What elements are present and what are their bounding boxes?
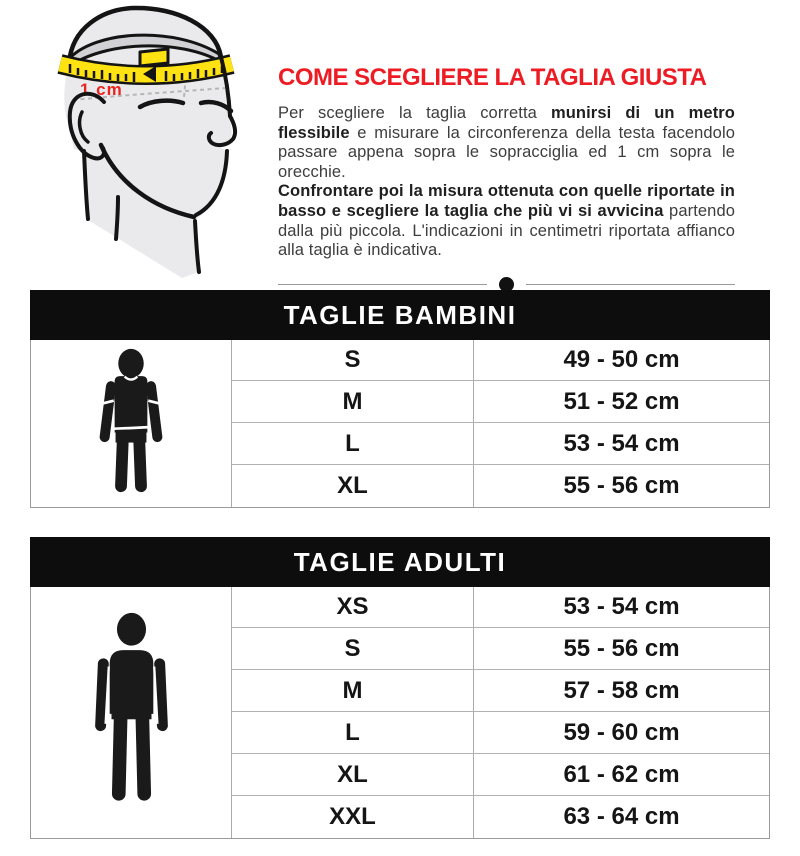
- head-tape-icon: [14, 0, 264, 282]
- page-title: COME SCEGLIERE LA TAGLIA GIUSTA: [278, 64, 707, 91]
- size-range: 61 - 62 cm: [563, 760, 680, 788]
- size-label: XL: [232, 754, 474, 795]
- table-body: [31, 339, 769, 507]
- size-range: 51 - 52 cm: [563, 387, 680, 415]
- size-range: 49 - 50 cm: [563, 345, 680, 373]
- size-label: L: [232, 423, 474, 464]
- rows: [232, 586, 769, 838]
- size-label: L: [232, 712, 474, 753]
- table-body: [31, 586, 769, 838]
- size-table-bambini: [30, 290, 770, 508]
- size-table-adulti: [30, 537, 770, 839]
- rows: [232, 339, 769, 507]
- divider-line-right: [526, 284, 735, 285]
- size-row: [232, 586, 769, 628]
- table-title: TAGLIE ADULTI: [293, 546, 507, 577]
- size-row: [232, 796, 769, 838]
- instructions-paragraph-1: Per scegliere la taglia corretta munirsi di un metro flessibile e misurare la circonferenza della testa facendolo passare appena sopra le sopracciglia ed 1 cm sopra le orecchie.: [278, 104, 735, 181]
- size-row: [232, 465, 769, 507]
- top-section: [0, 0, 800, 284]
- size-range: 55 - 56 cm: [563, 472, 680, 499]
- size-label: XXL: [232, 796, 474, 838]
- size-row: [232, 423, 769, 465]
- size-range: 59 - 60 cm: [563, 718, 680, 746]
- size-row: [232, 339, 769, 381]
- table-title-bar: [30, 290, 770, 340]
- size-label: M: [232, 381, 474, 422]
- adult-silhouette-icon: [31, 586, 232, 838]
- size-range: 53 - 54 cm: [563, 429, 680, 457]
- size-range: 57 - 58 cm: [563, 676, 680, 704]
- size-row: [232, 381, 769, 423]
- size-range: 55 - 56 cm: [563, 634, 680, 662]
- size-row: [232, 670, 769, 712]
- child-silhouette-icon: [31, 339, 232, 507]
- tape-measure-label: 1 cm: [80, 80, 123, 99]
- table-title-bar: [30, 537, 770, 587]
- size-label: S: [232, 628, 474, 669]
- head-measurement-illustration: [14, 0, 264, 284]
- divider-line-left: [278, 284, 487, 285]
- size-range: 63 - 64 cm: [563, 803, 680, 830]
- size-tables: [0, 284, 800, 839]
- size-row: [232, 712, 769, 754]
- instructions-block: [264, 0, 770, 284]
- size-range: 53 - 54 cm: [563, 592, 680, 620]
- instructions-paragraph-2: Confrontare poi la misura ottenuta con quelle riportate in basso e scegliere la taglia che più vi si avvicina partendo dalla più piccola. L'indicazioni in centimetri riportata affianco alla taglia è indicativa.: [278, 182, 735, 260]
- size-row: [232, 628, 769, 670]
- size-label: XL: [232, 465, 474, 507]
- size-label: S: [232, 339, 474, 380]
- size-label: M: [232, 670, 474, 711]
- table-title: TAGLIE BAMBINI: [283, 299, 517, 330]
- size-label: XS: [232, 586, 474, 627]
- size-row: [232, 754, 769, 796]
